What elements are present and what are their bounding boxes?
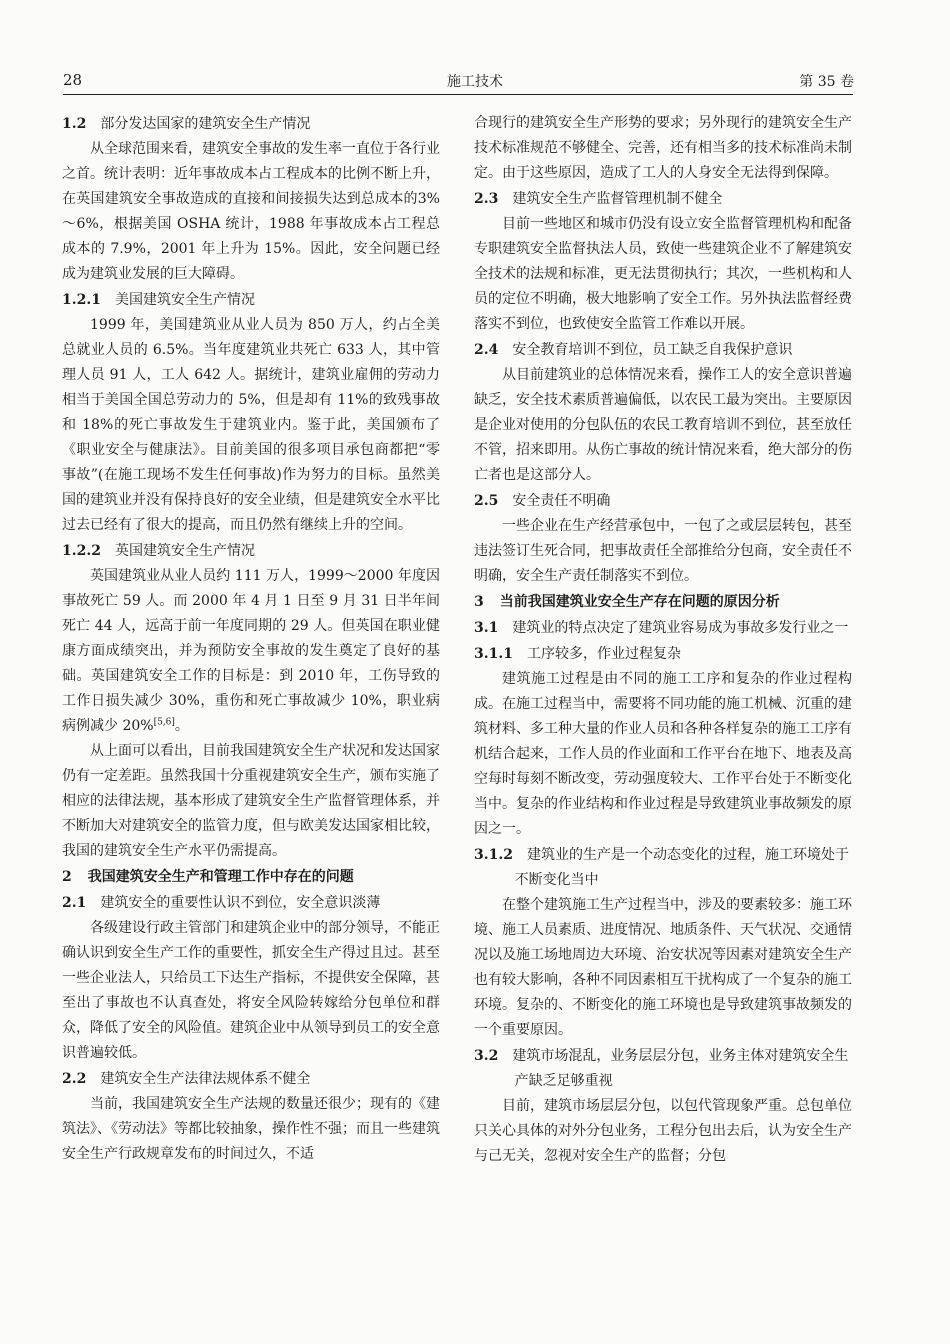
subsection-heading: [474, 616, 852, 641]
subsection-heading: [474, 843, 852, 893]
body-paragraph: [62, 1092, 440, 1167]
journal-title: 施工技术: [447, 74, 503, 90]
heading-number: 2.4: [474, 342, 499, 358]
page-number: 28: [63, 71, 83, 89]
subsection-heading: [474, 338, 852, 363]
heading-title: 工序较多，作业过程复杂: [526, 646, 681, 662]
heading-number: 1.2.2: [62, 543, 101, 559]
body-paragraph: [474, 667, 852, 842]
paragraph-text: 1999 年，美国建筑业从业人员为 850 万人，约占全美总就业人员的 6.5%。当年度建筑业共死亡 633 人，其中管理人员 91 人，工人 642 人。据统计，建筑业雇佣的劳动力相当于美国全国总劳动力的 5%，但是却有 11%的致残事故和 18%的死亡事故发生于建筑业内。鉴于此，美国颁布了《职业安全与健康法》。目前美国的很多项目承包商都把“零事故”(在施工现场不发生任何事故)作为努力的目标。虽然美国的建筑业并没有保持良好的安全业绩，但是建筑安全水平比过去已经有了很大的提高，而且仍然有继续上升的空间。: [62, 317, 440, 533]
heading-number: 1.2: [62, 116, 87, 132]
body-paragraph: [474, 363, 852, 488]
paragraph-text: 目前一些地区和城市仍没有设立安全监督管理机构和配备专职建筑安全监督执法人员，致使一些建筑企业不了解建筑安全技术的法规和标准，更无法贯彻执行；其次，一些机构和人员的定位不明确，极大地影响了安全工作。另外执法监督经费落实不到位，也致使安全监管工作难以开展。: [474, 216, 852, 332]
body-paragraph: [474, 514, 852, 589]
paragraph-text: 目前，建筑市场层层分包，以包代管现象严重。总包单位只关心具体的对外分包业务，工程分包出去后，认为安全生产与己无关，忽视对安全生产的监督；分包: [474, 1098, 852, 1164]
heading-title: 建筑业的生产是一个动态变化的过程，施工环境处于不断变化当中: [514, 847, 849, 888]
heading-number: 2.5: [474, 493, 499, 509]
subsection-heading: [62, 539, 440, 564]
subsection-heading: [474, 187, 852, 212]
subsection-heading: [474, 642, 852, 667]
paragraph-text: 建筑施工过程是由不同的施工工序和复杂的作业过程构成。在施工过程当中，需要将不同功能的施工机械、沉重的建筑材料、多工种大量的作业人员和各种各样复杂的施工工序有机结合起来，工作人员的作业面和工作平台在地下、地表及高空每时每刻不断改变，劳动强度较大、工作平台处于不断变化当中。复杂的作业结构和作业过程是导致建筑业事故频发的原因之一。: [474, 671, 852, 837]
heading-number: 2.1: [62, 895, 87, 911]
heading-number: 3.1.1: [474, 646, 513, 662]
heading-title: 建筑业的特点决定了建筑业容易成为事故多发行业之一: [512, 620, 849, 636]
page-header: [0, 0, 950, 100]
heading-number: 2.3: [474, 191, 499, 207]
heading-number: 3.1.2: [474, 847, 513, 863]
paragraph-text: 一些企业在生产经营承包中，一包了之或层层转包，甚至违法签订生死合同，把事故责任全部推给分包商，安全责任不明确，安全生产责任制落实不到位。: [474, 518, 852, 584]
body-paragraph: [474, 1094, 852, 1169]
paragraph-text: 各级建设行政主管部门和建筑企业中的部分领导，不能正确认识到安全生产工作的重要性，抓安全生产得过且过。甚至一些企业法人，只给员工下达生产指标，不提供安全保障，甚至出了事故也不认真查处，将安全风险转嫁给分包单位和群众，降低了安全的风险值。建筑企业中从领导到员工的安全意识普遍较低。: [62, 920, 440, 1061]
section-heading: [474, 590, 852, 615]
heading-title: 建筑安全的重要性认识不到位，安全意识淡薄: [100, 895, 381, 911]
subsection-heading: [62, 1067, 440, 1092]
body-paragraph: [474, 212, 852, 337]
heading-title: 部分发达国家的建筑安全生产情况: [100, 116, 311, 132]
heading-title: 建筑安全生产监督管理机制不健全: [512, 191, 723, 207]
heading-number: 2.2: [62, 1071, 87, 1087]
body-paragraph: [62, 137, 440, 287]
body-paragraph: [62, 916, 440, 1066]
heading-title: 安全责任不明确: [512, 493, 611, 509]
paragraph-text: 当前，我国建筑安全生产法规的数量还很少；现有的《建筑法》、《劳动法》等都比较抽象，操作性不强；而且一些建筑安全生产行政规章发布的时间过久，不适: [62, 1096, 440, 1162]
body-paragraph: [474, 893, 852, 1043]
subsection-heading: [474, 1044, 852, 1094]
heading-number: 1.2.1: [62, 292, 101, 308]
paragraph-text: 在整个建筑施工生产过程当中，涉及的要素较多：施工环境、施工人员素质、进度情况、地质条件、天气状况、交通情况以及施工场地周边大环境、治安状况等因素对建筑安全生产也有较大影响，各种不同因素相互干扰构成了一个复杂的施工环境。复杂的、不断变化的施工环境也是导致建筑事故频发的一个重要原因。: [474, 897, 852, 1038]
body-paragraph: [474, 111, 852, 186]
paragraph-text: 从目前建筑业的总体情况来看，操作工人的安全意识普遍缺乏，安全技术素质普遍偏低，以农民工最为突出。主要原因是企业对使用的分包队伍的农民工教育培训不到位，甚至放任不管，招来即用。从伤亡事故的统计情况来看，绝大部分的伤亡者也是这部分人。: [474, 367, 852, 483]
paragraph-text: 从全球范围来看，建筑安全事故的发生率一直位于各行业之首。统计表明：近年事故成本占工程成本的比例不断上升，在英国建筑安全事故造成的直接和间接损失达到总成本的3%～6%，根据美国 OSHA 统计，1988 年事故成本占工程总成本的 7.9%，2001 年上升为 15%。因此，安全问题已经成为建筑业发展的巨大障碍。: [62, 141, 440, 282]
subsection-heading: [62, 112, 440, 137]
body-paragraph: [62, 739, 440, 864]
subsection-heading: [62, 891, 440, 916]
heading-number: 3.2: [474, 1048, 499, 1064]
heading-title: 建筑市场混乱，业务层层分包，业务主体对建筑安全生产缺乏足够重视: [512, 1048, 849, 1089]
heading-title: 我国建筑安全生产和管理工作中存在的问题: [87, 869, 354, 885]
paragraph-text: 英国建筑业从业人员约 111 万人，1999～2000 年度因事故死亡 59 人。而 2000 年 4 月 1 日至 9 月 31 日半年间死亡 44 人，远高于前一年度同期的 29 人。但英国在职业健康方面成绩突出，并为预防安全事故的发生奠定了良好的基础。英国建筑安全工作的目标是：到 2010 年，工伤导致的工作日损失减少 30%，重伤和死亡事故减少 10%，职业病病例减少 20%: [62, 568, 440, 734]
heading-title: 建筑安全生产法律法规体系不健全: [100, 1071, 311, 1087]
volume-label: 第 35 卷: [799, 74, 854, 90]
heading-title: 安全教育培训不到位，员工缺乏自我保护意识: [512, 342, 793, 358]
body-paragraph: [62, 564, 440, 739]
heading-number: 3: [474, 594, 484, 610]
paragraph-text: 从上面可以看出，目前我国建筑安全生产状况和发达国家仍有一定差距。虽然我国十分重视建筑安全生产，颁布实施了相应的法律法规，基本形成了建筑安全生产监督管理体系，并不断加大对建筑安全的监管力度，但与欧美发达国家相比较，我国的建筑安全生产水平仍需提高。: [62, 743, 440, 859]
citation-ref: [5,6]: [153, 717, 175, 728]
subsection-heading: [474, 489, 852, 514]
heading-number: 3.1: [474, 620, 499, 636]
left-column: [62, 111, 440, 1336]
heading-number: 2: [62, 869, 72, 885]
heading-title: 美国建筑安全生产情况: [114, 292, 255, 308]
paragraph-text: 合现行的建筑安全生产形势的要求；另外现行的建筑安全生产技术标准规范不够健全、完善，还有相当多的技术标准尚未制定。由于这些原因，造成了工人的人身安全无法得到保障。: [474, 115, 852, 181]
body-paragraph: [62, 313, 440, 538]
subsection-heading: [62, 288, 440, 313]
heading-title: 当前我国建筑业安全生产存在问题的原因分析: [499, 594, 780, 610]
paragraph-tail: 。: [174, 718, 189, 734]
section-heading: [62, 865, 440, 890]
header-rule: [63, 94, 853, 95]
right-column: [474, 111, 852, 1336]
heading-title: 英国建筑安全生产情况: [114, 543, 255, 559]
